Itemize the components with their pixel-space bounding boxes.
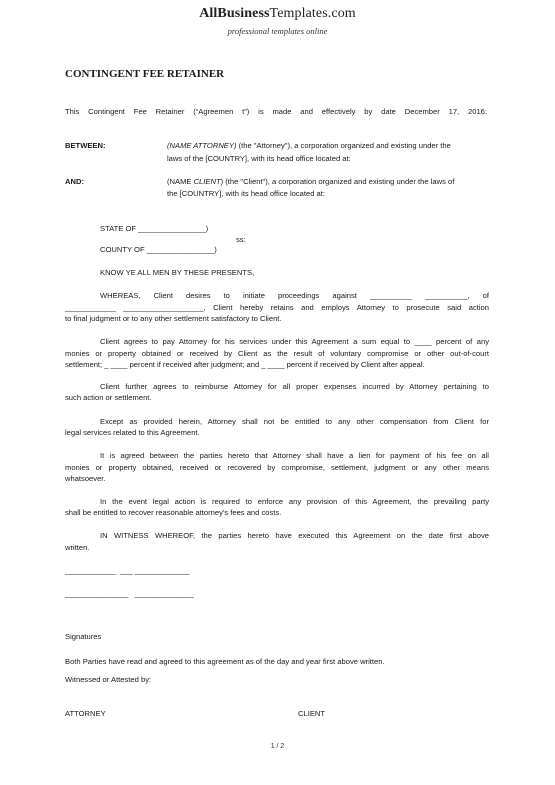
and-line1-prefix: (NAME xyxy=(167,177,194,186)
lien-line3: whatsoever. xyxy=(65,474,106,483)
brand-header xyxy=(0,6,555,36)
reimburse-line1: Client further agrees to reimburse Attorney for all proper expenses incurred by Attorney pertaining to xyxy=(100,382,489,391)
lien-line1: It is agreed between the parties hereto that Attorney shall have a lien for payment of his fee on all xyxy=(100,451,489,460)
signatures-heading: Signatures xyxy=(65,632,102,641)
page-number: 1 / 2 xyxy=(270,743,285,750)
document-title: CONTINGENT FEE RETAINER xyxy=(65,68,225,80)
state-of-line: STATE OF ________________) xyxy=(100,224,209,233)
whereas-line1: WHEREAS, Client desires to initiate proceedings against __________ __________, of xyxy=(100,291,489,300)
client-signature-label: CLIENT xyxy=(298,709,326,718)
know-ye-line: KNOW YE ALL MEN BY THESE PRESENTS, xyxy=(100,268,255,277)
client-name-placeholder: CLIENT xyxy=(193,177,221,186)
pay-line2: monies or property obtained or received by Client as the result of voluntary compromise or other out-of-court xyxy=(65,349,489,358)
signature-line-row1: ____________ ___ _____________ xyxy=(65,566,190,575)
signature-line-row2: _______________ ______________ xyxy=(65,589,194,598)
pay-line3: settlement; _ ____ percent if received after judgment; and _ ____ percent if received by Client after appeal. xyxy=(65,360,425,369)
whereas-line2: ____________ ___________________, Client hereby retains and employs Attorney to prosecute said action xyxy=(65,303,489,312)
and-party-line2: the [COUNTRY], with its head office located at: xyxy=(167,189,325,198)
brand-name-bold: AllBusiness xyxy=(199,6,270,21)
and-line1-text: ) (the "Client"), a corporation organized and existing under the laws of xyxy=(220,177,455,186)
witness-line2: written. xyxy=(65,543,90,552)
ss-marker: ss: xyxy=(236,235,246,244)
between-party-line1 xyxy=(167,140,489,152)
county-of-line: COUNTY OF ________________) xyxy=(100,245,217,254)
legal-action-line1: In the event legal action is required to enforce any provision of this Agreement, the prevailing party xyxy=(100,497,489,506)
both-parties-statement: Both Parties have read and agreed to this agreement as of the day and year first above written. xyxy=(65,657,385,666)
reimburse-line2: such action or settlement. xyxy=(65,393,152,402)
witness-line1: IN WITNESS WHEREOF, the parties hereto have executed this Agreement on the date first above xyxy=(100,531,489,540)
brand-name-regular: Templates.com xyxy=(269,6,356,21)
intro-paragraph: This Contingent Fee Retainer (“Agreemen t”) is made and effectively by date December 17, 2016: xyxy=(65,107,487,116)
witnessed-by-label: Witnessed or Attested by: xyxy=(65,675,152,684)
except-line2: legal services related to this Agreement. xyxy=(65,428,200,437)
brand-name xyxy=(0,6,555,22)
attorney-name-placeholder: (NAME ATTORNEY) xyxy=(167,141,237,150)
legal-action-line2: shall be entitled to recover reasonable attorney's fees and costs. xyxy=(65,508,282,517)
except-line1: Except as provided herein, Attorney shall not be entitled to any other compensation from Client for xyxy=(100,417,489,426)
and-label: AND: xyxy=(65,177,84,186)
attorney-signature-label: ATTORNEY xyxy=(65,709,106,718)
whereas-line3: to final judgment or to any other settlement satisfactory to Client. xyxy=(65,314,282,323)
brand-tagline: professional templates online xyxy=(227,26,328,36)
pay-line1: Client agrees to pay Attorney for his services under this Agreement a sum equal to ____ percent of any xyxy=(100,337,489,346)
between-line1-text: (the "Attorney"), a corporation organized and existing under the xyxy=(236,141,451,150)
lien-line2: monies or property obtained, received or recovered by compromise, settlement, judgment or any other means xyxy=(65,463,489,472)
and-party-line1 xyxy=(167,176,489,188)
between-party-line2: laws of the [COUNTRY], with its head office located at: xyxy=(167,154,351,163)
between-label: BETWEEN: xyxy=(65,141,106,150)
